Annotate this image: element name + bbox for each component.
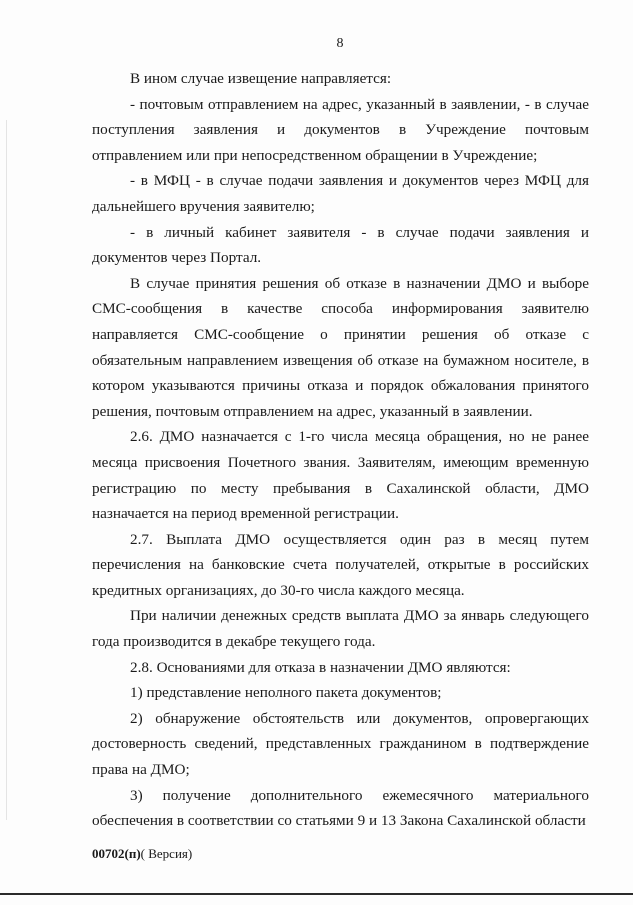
paragraph-8: При наличии денежных средств выплата ДМО за январь следующего года производится в декабре текущего года.	[92, 607, 589, 651]
page-number: 8	[336, 36, 344, 51]
document-footer	[92, 846, 192, 862]
paragraph-12: 3) получение дополнительного ежемесячного материального обеспечения в соответствии со статьями 9 и 13 Закона Сахалинской области	[92, 786, 589, 830]
paragraph-1: В ином случае извещение направляется:	[130, 70, 392, 87]
document-code: 00702(п)	[92, 846, 141, 861]
paragraph-4: - в личный кабинет заявителя - в случае подачи заявления и документов через Портал.	[92, 223, 589, 267]
paragraph-2: - почтовым отправлением на адрес, указанный в заявлении, - в случае поступления заявления и документов в Учреждение почтовым отправлением или при непосредственном обращении в Учреждение;	[92, 95, 589, 164]
paragraph-5: В случае принятия решения об отказе в назначении ДМО и выборе СМС-сообщения в качестве способа информирования заявителю направляется СМС-сообщение о принятии решения об отказе с обязательным направлением извещения об отказе на бумажном носителе, в котором указываются причины отказа и порядок обжалования принятого решения, почтовым отправлением на адрес, указанный в заявлении.	[92, 274, 589, 420]
document-version: ( Версия)	[140, 846, 193, 861]
document-body	[92, 66, 589, 834]
bottom-rule	[0, 893, 633, 895]
scan-artifact	[6, 120, 7, 820]
paragraph-10: 1) представление неполного пакета документов;	[130, 684, 442, 702]
paragraph-7: 2.7. Выплата ДМО осуществляется один раз в месяц путем перечисления на банковские счета получателей, открытые в российских кредитных организациях, до 30-го числа каждого месяца.	[92, 530, 589, 599]
paragraph-9: 2.8. Основаниями для отказа в назначении ДМО являются:	[130, 658, 511, 676]
paragraph-3: - в МФЦ - в случае подачи заявления и документов через МФЦ для дальнейшего вручения заявителю;	[92, 172, 589, 215]
paragraph-6: 2.6. ДМО назначается с 1-го числа месяца обращения, но не ранее месяца присвоения Почетного звания. Заявителям, имеющим временную регистрацию по месту пребывания в Сахалинской области, ДМО назначается на период временной регистрации.	[92, 428, 589, 523]
paragraph-11: 2) обнаружение обстоятельств или документов, опровергающих достоверность сведений, представленных гражданином в подтверждение права на ДМО;	[92, 709, 589, 779]
